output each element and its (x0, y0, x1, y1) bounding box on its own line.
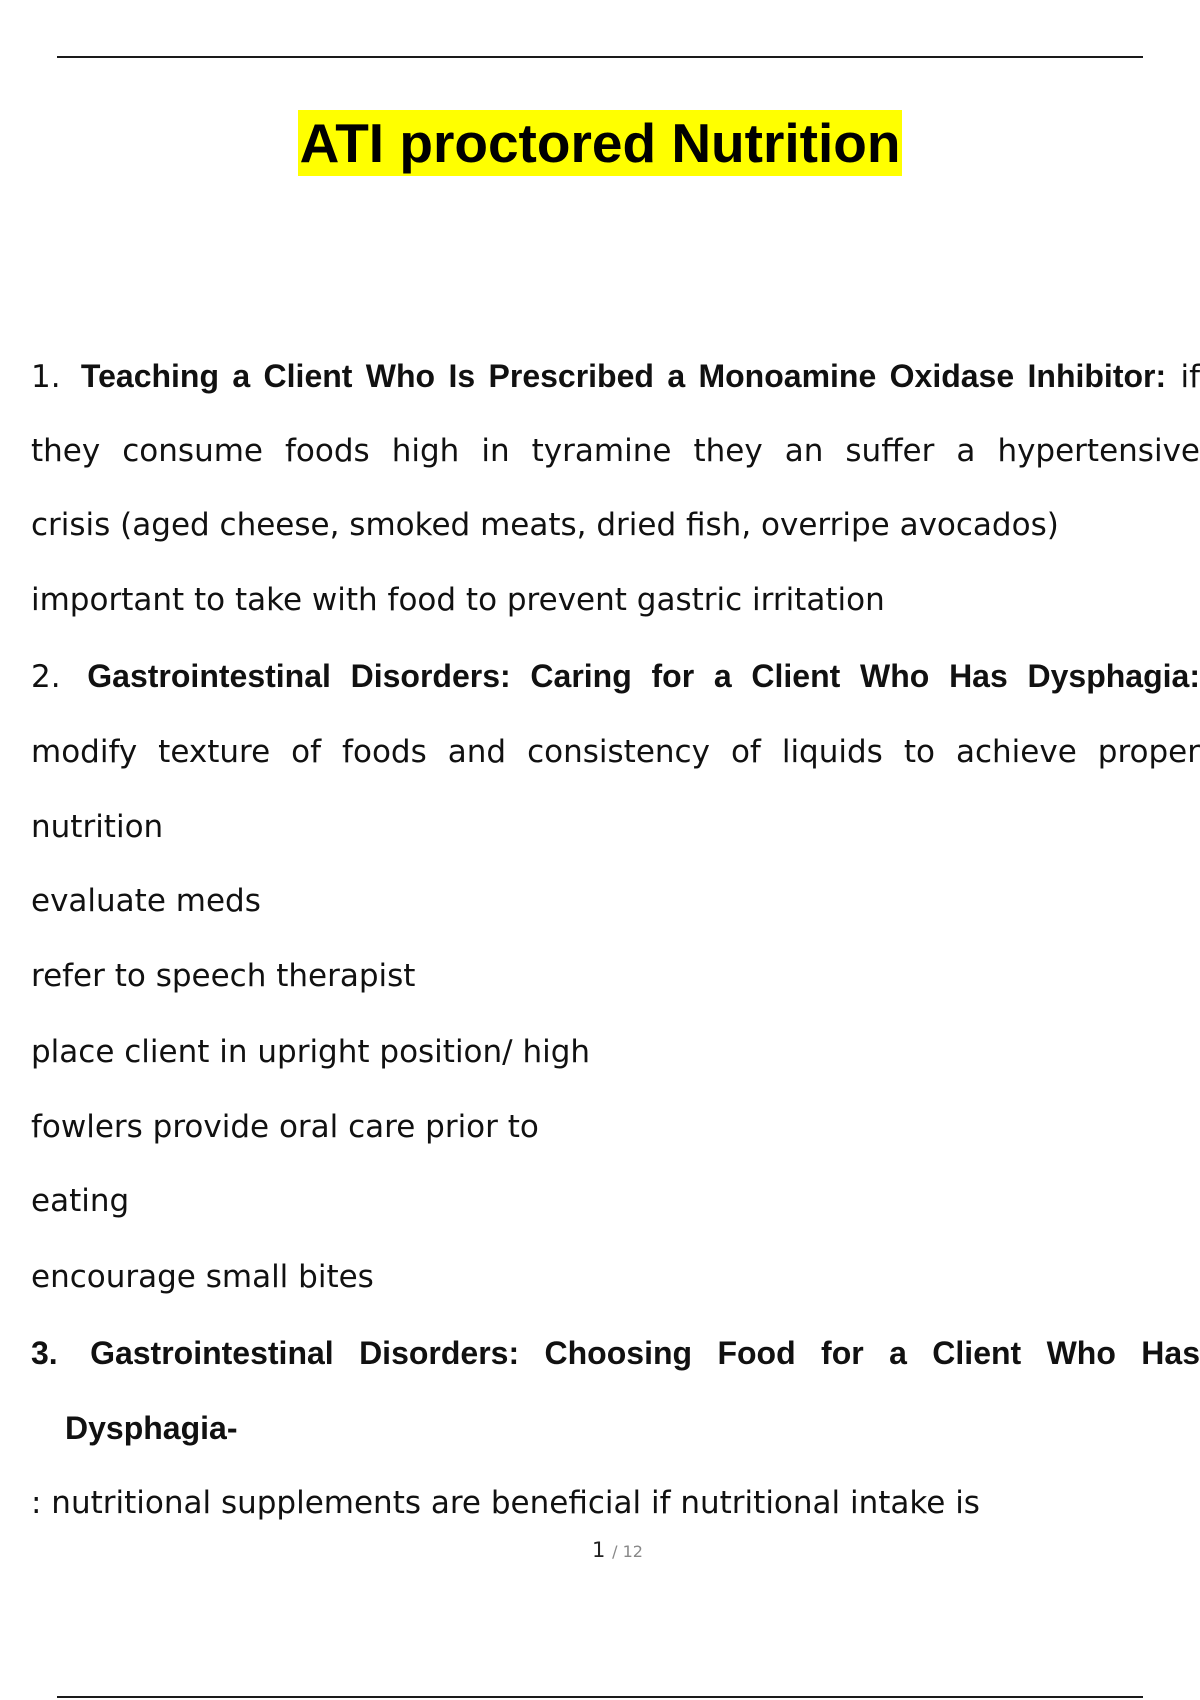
item-2-line-7: eating (31, 1183, 130, 1219)
item-3-line-1: : nutritional supplements are beneficial if nutritional intake is (31, 1485, 980, 1521)
page-current: 1 (592, 1538, 606, 1562)
item-3-heading-cont-line (65, 1406, 1200, 1451)
item-2-line-5: place client in upright position/ high (31, 1034, 591, 1070)
item-1-heading-rest: if (1180, 359, 1200, 395)
item-3-heading-line (31, 1331, 1200, 1375)
item-2-heading-line (31, 654, 1200, 698)
title-wrap (0, 110, 1200, 176)
page-indicator (0, 1538, 1200, 1562)
item-2-line-4: refer to speech therapist (31, 958, 416, 994)
top-rule (57, 56, 1143, 58)
document-title: ATI proctored Nutrition (299, 112, 901, 174)
item-2-line-8: encourage small bites (31, 1259, 374, 1295)
item-2-line-6: fowlers provide oral care prior to (31, 1109, 539, 1145)
item-3-heading-cont: Dysphagia- (65, 1410, 238, 1446)
item-1-line-3: important to take with food to prevent gastric irritation (31, 582, 885, 618)
item-1-heading: Teaching a Client Who Is Prescribed a Monoamine Oxidase Inhibitor: (80, 358, 1167, 394)
item-3-number: 3. (31, 1335, 58, 1371)
item-2-number: 2. (31, 659, 61, 695)
item-3-heading: Gastrointestinal Disorders: Choosing Food for a Client Who Has (90, 1335, 1200, 1371)
page-total: / 12 (612, 1542, 643, 1561)
item-2-line-1: modify texture of foods and consistency of liquids to achieve proper (31, 734, 1200, 770)
item-1-heading-line (31, 354, 1200, 398)
item-1-line-1: they consume foods high in tyramine they an suffer a hypertensive (31, 433, 1200, 469)
item-2-line-3: evaluate meds (31, 883, 261, 919)
item-2-line-2: nutrition (31, 809, 164, 845)
bottom-rule (57, 1696, 1143, 1698)
item-1-number: 1. (31, 359, 61, 395)
item-1-line-2: crisis (aged cheese, smoked meats, dried fish, overripe avocados) (31, 507, 1059, 543)
item-2-heading: Gastrointestinal Disorders: Caring for a Client Who Has Dysphagia: (87, 658, 1200, 694)
